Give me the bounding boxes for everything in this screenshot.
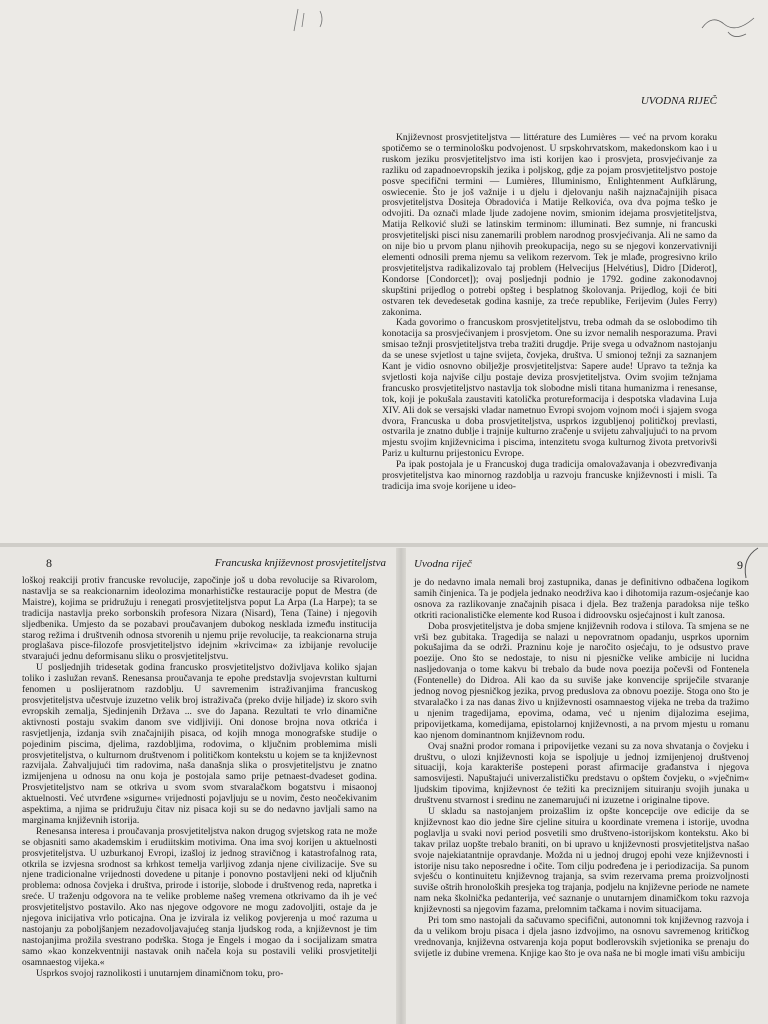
paragraph: Usprkos svojoj raznolikosti i unutarnjem dinamičnom toku, pro- [36,967,284,979]
right-book-page [412,556,757,1022]
paragraph: Književnost prosvjetiteljstva — littérature des Lumières — već na prvom koraku spotičemo se o terminološku podvojenost. U srpskohrvatskom, makedonskom kao i u ruskom jeziku prosvjetiteljstvo ima isti korijen kao i prosvjeta, prosvjećivanje za razliku od zapadnoevropskih jezika i poljskog, gdje za pojam prosvjetiteljstvo postoje posve specifični termini — Lumières, Illuminismo, Enlightenment Aufklärung, oswiecenie. Što je još važnije i u djelu i djelovanju naših najznačajnijih pisaca prosvjetiteljstva Dositeja Obradovića i Matije Relkovića, ova dva pojma teško je odvojiti. Da označi mlade ljude zadojene novim, smionim idejama prosvjetiteljstva, Matija Relković služi se latinskim terminom: illuminati. Bez sumnje, ni francuski prosvjetiteljski pisci nisu zanemarili problem narodnog prosvjećivanja. Ali ne samo da on nije bio u prvom planu njihovih preokupacija, nego su se njegovi konzervativniji elementi odnosili prema njemu sa velikom rezervom. Tek je mlađe, progresivno krilo prosvjetiteljstva radikalizovalo taj problem (Helvecijus [Helvétius], Didro [Diderot], Kondorse [Condorcet]); ovaj posljednji podnio je 1792. godine zakonodavnoj skupštini prijedlog o potrebi opšteg i besplatnog školovanja. Prijedlog, koji će biti ostvaren tek devedesetak godina kasnije, za treće republike, Ferijevim (Jules Ferry) zakonima. [382,132,717,318]
page-body-text [382,133,717,493]
page-number: 8 [46,556,52,570]
paragraph: U skladu sa nastojanjem proizašlim iz opšte koncepcije ove edicije da se književnost kao dio jedne šire cjeline situira u koordinate vremena i istorije, uvodna poglavlja u svaki novi period posvetili smo društveno-istorijskom kontekstu. Ako bi takav prilaz uopšte trebalo braniti, on bi upravo u književnosti prosvjetiteljstva našao svoje najekiatantnije opravdanje. Možda ni u jednoj drugoj epohi veze književnosti i istorije nisu tako neposredne i očite. Tom cilju podređena je i periodizacija. Sa punom svješću o kontinuitetu književnog trajanja, sa svim rezervama prema proizvoljnosti suviše oštrih hronoloških presjeka tog trajanja, podjelu na književne periode ne namete nam neka školnička pedanterija, već saznanje o unutarnjem dinamičkom toku razvoja književnosti sa njegovim fazama, prelomnim tačkama i novim situacijama. [414,806,749,916]
page-body-text [414,578,749,960]
page-number: 9 [737,558,743,572]
running-head: Francuska književnost prosvjetiteljstva [214,557,386,569]
paragraph: Ovaj snažni prodor romana i pripovijetke vezani su za nova shvatanja o čovjeku i društvu, o ulozi književnosti koja se ispoljuje u jednoj izmijenjenoj društvenoj situaciji, koja karakteriše postepeni porast afirmacije građanstva i njegova samosvijesti. Napuštajući univerzalističku predstavu o opštem čovjeku, o »vječnim« ljudskim tipovima, književnost će težiti ka preciznijem situiranju svojih junaka u društvenu stvarnost i sredinu ne zanemarujući ni izuzetne i originalne tipove. [414,740,749,807]
paragraph: Kada govorimo o francuskom prosvjetiteljstvu, treba odmah da se oslobodimo tih konotacija sa prosvjećivanjem i prosvjetom. One su izvor nemalih nesporazuma. Pravi smisao težnji prosvjetiteljstva treba tražiti drugdje. Prije svega u odvažnom nastojanju da se unese svjetlost u tajne svijeta, čovjeka, društva. U smionoj težnji za saznanjem Kant je vidio osnovno obilježje prosvjetiteljstva: Sapere aude! Upravo ta težnja ka svjetlosti koja najviše cilju postaje deviza prosvjetiteljstva. Ovim svojim težnjama francusko prosvjetiteljstvo nastavlja tok slobodne misli titana humanizma i renesanse, tok, koji je pokušala zaustaviti katolička protureformacija i despotska vladavina Luja XIV. Ali dok se versajski vladar nametnuo Evropi svojom vojnom moći i sjajem svoga dvora, Francuska u doba prosvjetiteljstva, usprkos izgubljenoj političkoj prevlasti, ostvarila je znatno dublje i trajnije kulturno zračenje u svijetu zahvaljujući to na prvom mjestu svojim književnicima i piscima, intenzitetu svoga kulturnog života pretvorivši Pariz u kulturnu prijestonicu Evrope. [382,317,717,460]
paragraph: je do nedavno imala nemali broj zastupnika, danas je definitivno odbačena logikom samih činjenica. Ta je podjela jednako neodrživa kao i dihotomija razum-osjećanje kao osnova za razlikovanje značajnih pisaca i djela. Bez traženja paradoksa nije teško otkriti racionalističke elemente kod Rusoa i didroovsku osjećajnost i kult zanosa. [414,577,749,621]
paragraph: U posljednjih tridesetak godina francusko prosvjetiteljstvo doživljava koliko sjajan toliko i zaslužan revanš. Renesansa proučavanja te epohe predstavlja svojevrstan kulturni fenomen u poslijeratnom razdoblju. U savremenim istraživanjima francuskog prosvjetiteljstva učestvuje izuzetno velik broj istraživača (preko dvije hiljade) iz skoro svih evropskih zemalja, Sjedinjenih Država ... sve do Japana. Rezultati te vrlo dinamične aktivnosti postaju svakim danom sve vidljiviji. Oni donose brojna nova otkrića i rasvjetljenja, izdanja svih značajnijih pisaca, od kojih mnoga monografske studije o pojedinim piscima, djelima, razdobljima, rodovima, o ključnim problemima misli prosvjetiteljstva, o kulturnom društvenom i političkom kontekstu u kojem se ta književnost razvijala. Zahvaljujući tim radovima, naša današnja slika o prosvjetiteljstvu je znatno izmijenjena u odnosu na onu koja je postojala samo prije petnaest-dvadeset godina. Prosvjetiteljstvo nam se otkriva u svom svom stvaralačkom bogatstvu i misaonoj aktuelnosti. Već utvrđene »sigurne« vrijednosti pojavljuju se u novim, često neočekivanim aspektima, a njima se pridružuju čitav niz pisaca koji su se do nedavno javljali samo na marginama književnih istorija. [22,662,377,826]
paragraph: loškoj reakciji protiv francuske revolucije, započinje još u doba revolucije sa Rivarolom, nastavlja se sa reakcionarnim ideolozima monarhističke restauracije poput de Mestra (de Maistre), kojima se pridružuju i renegati prosvjetiteljstva poput La Arpa (La Harpe); ta se tradicija nastavlja preko sorbonskih profesora Nizara (Nisard), Tena (Taine) i njegovih sljedbenika. Umjesto da se pozabavi proučavanjem dubokog nesklada između institucija starog režima i društvenih odnosa stvorenih u njemu prije revolucije, ta reakcionarna struja proglašava pisce-filozofe prosvjetiteljstvo idejnim »krivcima« za izbijanje revolucije stvarajući jednu deformisanu sliku o prosvjetiteljstvu. [22,575,377,663]
book-gutter [396,548,406,1024]
pen-scribble-mark [700,8,760,48]
page-body-text [22,576,377,980]
paragraph: Pa ipak postojala je u Francuskoj duga tradicija omalovažavanja i obezvređivanja prosvjetiteljstva kao minornog razdoblja u razvoju francuske književnosti i misli. Ta tradicija ima svoje korijene u ideo- [382,459,717,492]
left-book-page [12,556,392,1022]
paragraph: Doba prosvjetiteljstva je doba smjene književnih rodova i stilova. Ta smjena se ne vrši bez gubitaka. Tragedija se nalazi u nepovratnom opadanju, usprkos upornim pokušajima da se održi. Prazninu koje je naročito osjećaju, to je odsustvo prave poezije. Ono što se nedostaje, to nisu ni pjesničke velike ambicije ni lucidna nasljedovanja o tome kakvu bi trebalo da bude nova poezija počevši od Fontenela (Fontenelle) do Didroa. Ali kao da su suviše jake konvencije spriječile stvaranje jednog novog pjesničkog jezika, prvog preduslova za obnovu poezije. Stoga ono što je stvaralačko i za nas danas živo u književnosti osamnaestog vijeka ne treba da tražimo u njenim tragedijama, epovima, odama, već u njenim dijalozima esejima, pripovijetkama, komedijama, epistolarnoj književnosti, a na prvom mjestu u romanu kao njenom dominantnom književnom rodu. [414,620,749,741]
running-head: Uvodna riječ [414,558,472,570]
pen-scribble-mark [290,5,330,35]
running-head: UVODNA RIJEČ [640,95,717,107]
paragraph: Renesansa interesa i proučavanja prosvjetiteljstva nakon drugog svjetskog rata ne može se objasniti samo akademskim i erudiitskim motivima. Ona ima svoj korijen u aktuelnosti prosvjetiteljstva. U uzburkanoj Evropi, izašloj iz jednog stravičnog i katastrofalnog rata, otkrila se izvjesna srodnost sa krhkost temelja varljivog zdanja njene civilizacije. Sve su njene tradicionalne vrijednosti dovedene u pitanje i ponovno postavljeni neki od ključnih problema: odnosa čovjeka i društva, prirode i istorije, slobode i društvenog reda, napretka i sreće. U traženju odgovora na te velike probleme našeg vremena otkrivamo da ih je već prosvjetiteljstvo postavilo. Ako nas njegove odgovore ne mogu zadovoljiti, ostaje da je njegova inicijativa vrlo poticajna. Ona je izvirala iz velikog povjerenja u moć razuma u nastojanju za poboljšanjem nezadovoljavajućeg stanja ljudskog roda, a književnost je tim nastojanjima prožila svestrano podrška. Stoga je Engels i mogao da i socijalizam smatra samo »kao konzekventniji nastavak onih načela koja su postavili veliki prosvjetitelji osamnaestog vijeka.« [22,825,377,968]
upper-book-page [382,95,717,540]
paragraph: Pri tom smo nastojali da sačuvamo specifični, autonomni tok književnog razvoja i da u velikom broju pisaca i djela jasno izdvojimo, na osnovu savremenog kritičkog vrednovanja, književna ostvarenja koja poput bodlerovskih svjetionika se prenaju do svijetle iz dubine vremena. Knjige kao što je ova naša ne bi mogle imati višu ambiciju [414,915,749,959]
